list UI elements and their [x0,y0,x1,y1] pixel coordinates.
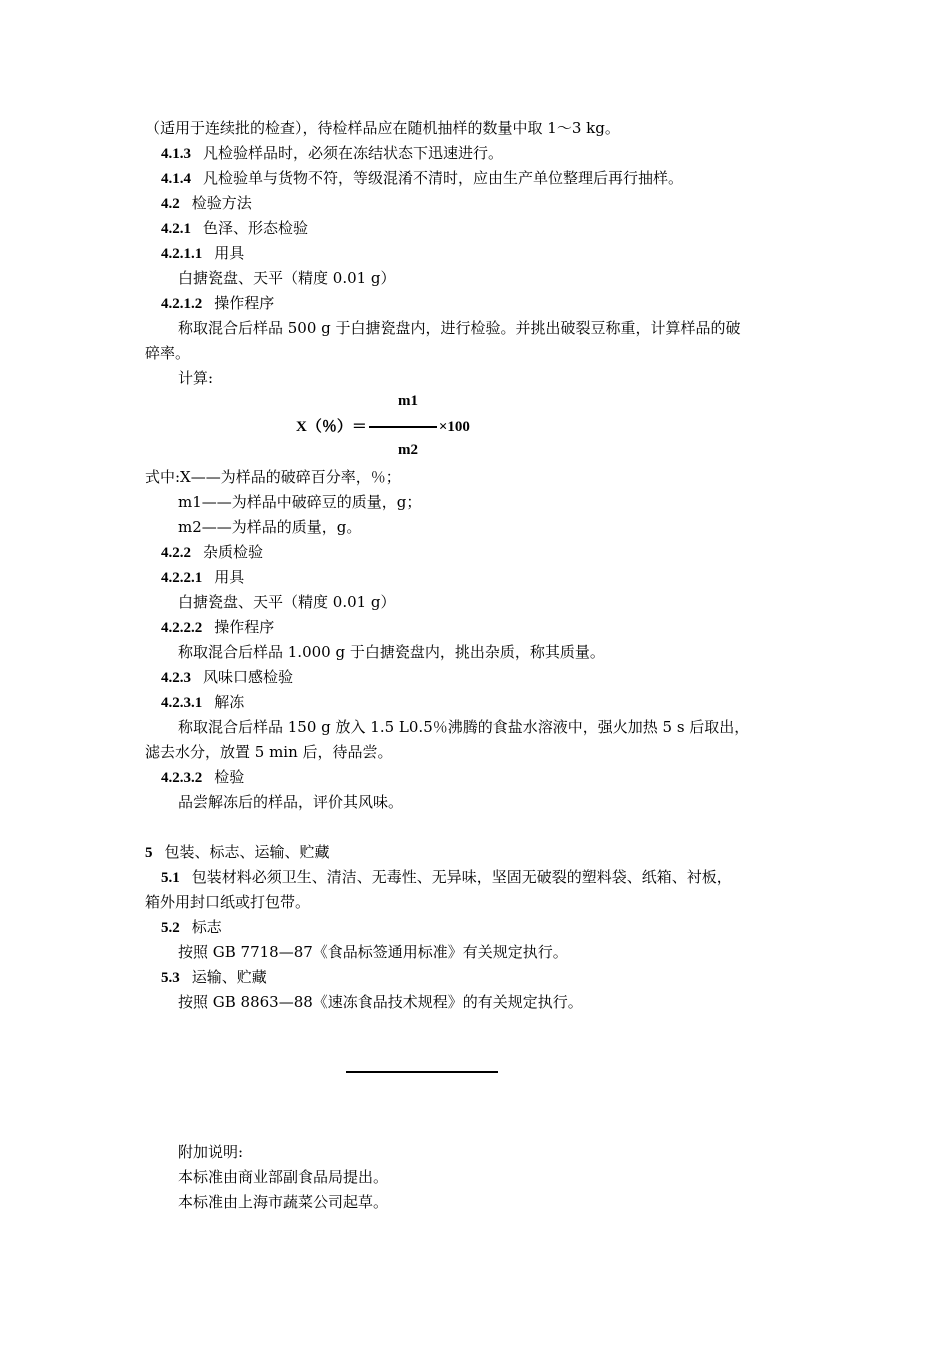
calc-label: 计算: [178,369,214,387]
section-heading: 操作程序 [214,618,275,636]
procedure-line-cont: 碎率。 [145,344,191,362]
definition-m2: m2——为样品的质量，g。 [178,518,362,536]
section-4-1-4 [161,168,683,189]
note-line: 本标准由商业部副食品局提出。 [178,1168,389,1186]
section-4-1-3 [161,143,503,164]
section-number: 4.2 [161,196,180,212]
tools-line: 白搪瓷盘、天平（精度 0.01 g） [178,269,396,287]
tools-line: 白搪瓷盘、天平（精度 0.01 g） [178,593,396,611]
section-4-2-1 [161,218,308,239]
formula-denominator: m2 [398,442,418,458]
section-number: 4.2.1.2 [161,296,203,312]
section-number: 5.1 [161,870,180,886]
section-4-2-2-1 [161,567,244,588]
section-4-2 [161,193,252,214]
note-title: 附加说明: [178,1143,244,1161]
section-heading: 用具 [214,244,245,262]
text-line: （适用于连续批的检查），待检样品应在随机抽样的数量中取 1～3 kg。 [145,119,620,137]
section-number: 4.2.1.1 [161,246,203,262]
definition-m1: m1——为样品中破碎豆的质量，g； [178,493,422,511]
section-text: 凡检验单与货物不符，等级混淆不清时，应由生产单位整理后再行抽样。 [203,169,684,187]
section-number: 4.2.2 [161,545,191,561]
taste-line: 品尝解冻后的样品，评价其风味。 [178,793,404,811]
section-text: 包装材料必须卫生、清洁、无毒性、无异味，坚固无破裂的塑料袋、纸箱、衬板， [191,868,732,886]
section-heading: 标志 [191,918,222,936]
section-number: 4.2.2.2 [161,620,203,636]
thaw-line-cont: 滤去水分，放置 5 min 后，待品尝。 [145,743,393,761]
section-4-2-3-1 [161,692,244,713]
marking-line: 按照 GB 7718—87《食品标签通用标准》有关规定执行。 [178,943,568,961]
section-heading: 杂质检验 [203,543,264,561]
section-number: 4.1.4 [161,171,191,187]
section-number: 4.2.3.1 [161,695,203,711]
section-heading: 用具 [214,568,245,586]
section-heading: 检验 [214,768,245,786]
section-4-2-2 [161,542,263,563]
thaw-line: 称取混合后样品 150 g 放入 1.5 L0.5％沸腾的食盐水溶液中，强火加热 5 s 后取出， [178,718,750,736]
section-5-2 [161,917,222,938]
section-heading: 操作程序 [214,294,275,312]
section-number: 5.2 [161,920,180,936]
procedure-line: 称取混合后样品 1.000 g 于白搪瓷盘内，挑出杂质，称其质量。 [178,643,605,661]
section-4-2-2-2 [161,617,274,638]
section-4-2-3-2 [161,767,244,788]
end-divider [346,1071,498,1073]
section-number: 4.2.1 [161,221,191,237]
section-5-3 [161,967,267,988]
procedure-line: 称取混合后样品 500 g 于白搪瓷盘内，进行检验。并挑出破裂豆称重，计算样品的破 [178,319,741,337]
section-5-1-cont: 箱外用封口纸或打包带。 [145,893,311,911]
section-number: 5.3 [161,970,180,986]
section-text: 凡检验样品时，必须在冻结状态下迅速进行。 [203,144,504,162]
formula-rhs: ×100 [438,419,470,435]
fraction-bar [369,426,437,428]
section-4-2-3 [161,667,293,688]
section-5 [145,842,330,863]
section-number: 5 [145,845,153,861]
section-heading: 检验方法 [191,194,252,212]
section-4-2-1-1 [161,243,244,264]
section-number: 4.1.3 [161,146,191,162]
section-number: 4.2.3 [161,670,191,686]
section-heading: 色泽、形态检验 [203,219,309,237]
transport-line: 按照 GB 8863—88《速冻食品技术规程》的有关规定执行。 [178,993,583,1011]
formula-numerator: m1 [398,393,418,409]
definition-x: 式中:X——为样品的破碎百分率，％； [145,468,401,486]
section-heading: 解冻 [214,693,245,711]
section-heading: 包装、标志、运输、贮藏 [164,843,330,861]
formula [296,416,470,437]
note-line: 本标准由上海市蔬菜公司起草。 [178,1193,389,1211]
section-number: 4.2.3.2 [161,770,203,786]
section-4-2-1-2 [161,293,274,314]
section-5-1 [161,867,732,888]
section-number: 4.2.2.1 [161,570,203,586]
formula-lhs: X（％）＝ [296,419,367,435]
section-heading: 运输、贮藏 [191,968,267,986]
section-heading: 风味口感检验 [203,668,294,686]
